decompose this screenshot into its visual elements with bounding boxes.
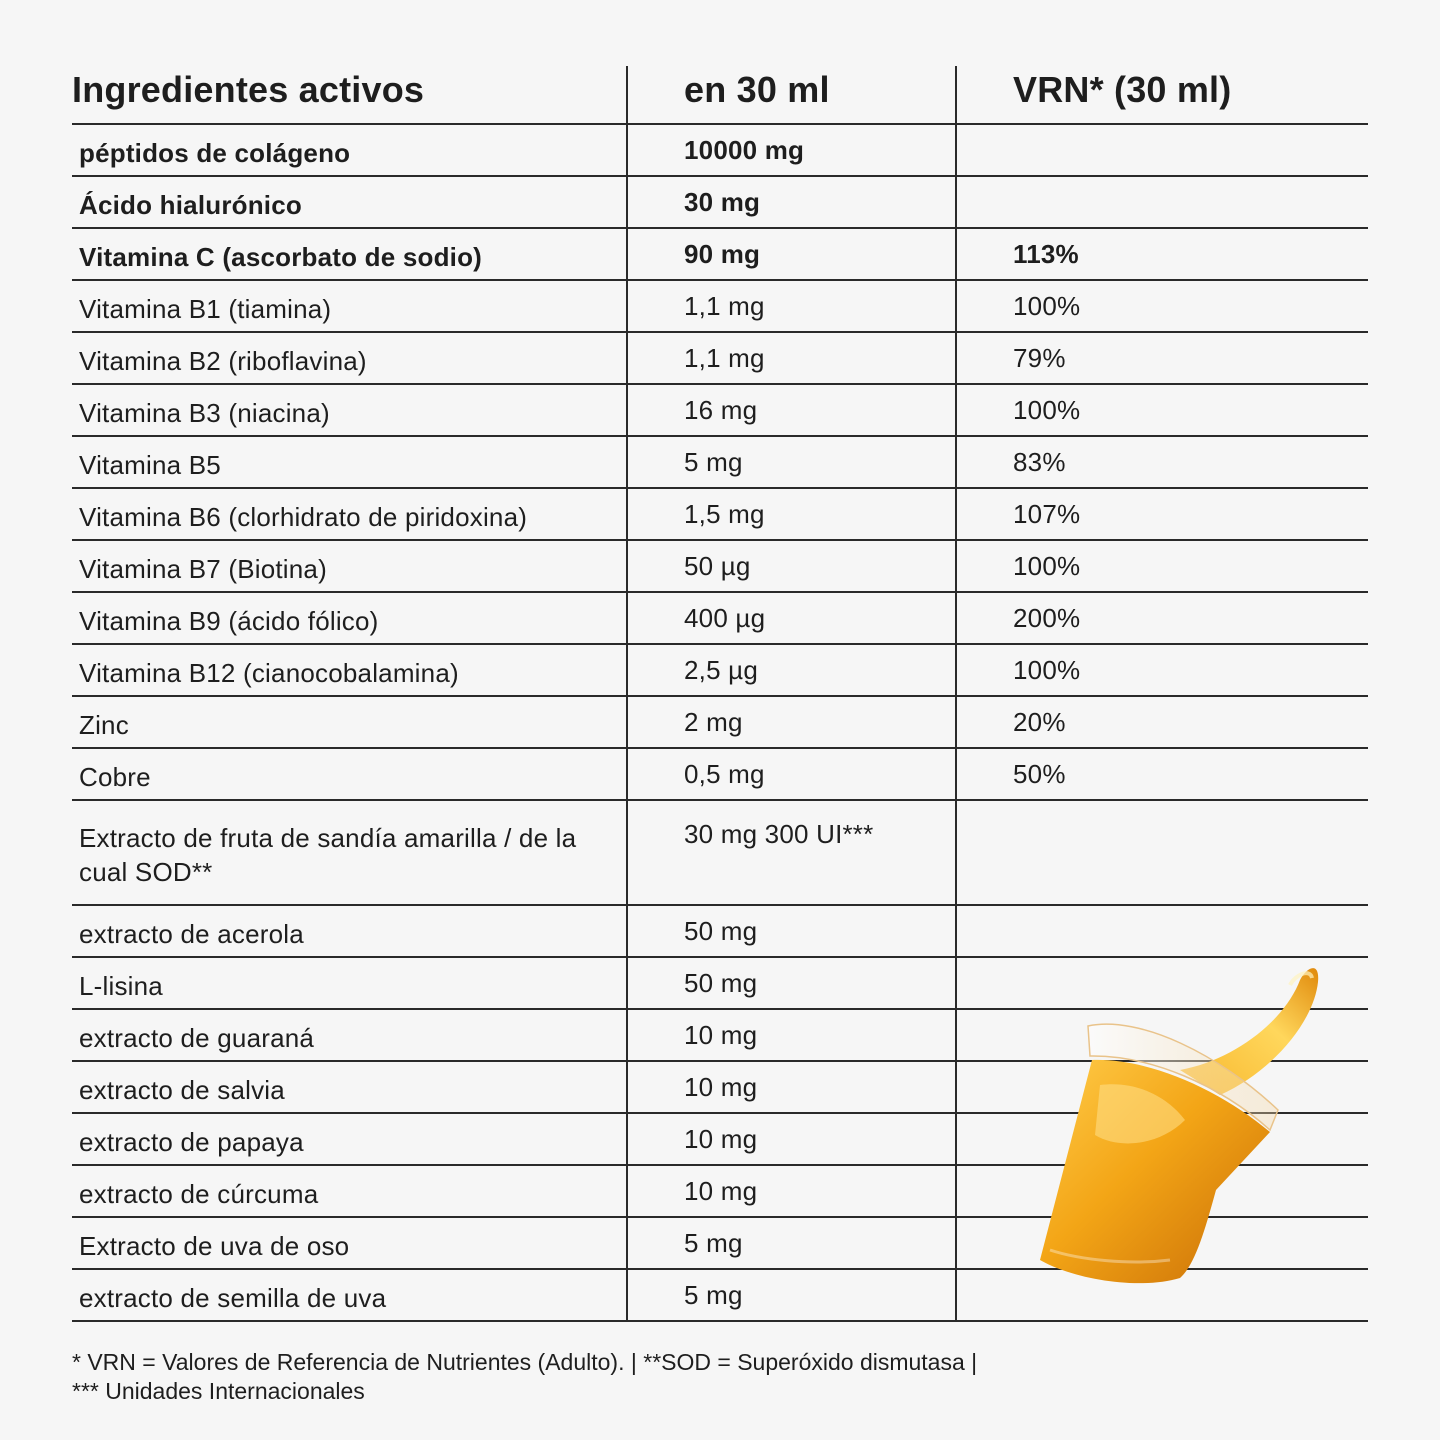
amount-cell: 10 mg: [626, 1114, 955, 1164]
table-row: [72, 801, 1368, 906]
vrn-cell: [955, 906, 1368, 956]
amount-cell: 16 mg: [626, 385, 955, 435]
table-row: [72, 697, 1368, 749]
amount-cell: 10000 mg: [626, 125, 955, 175]
vrn-cell: 100%: [955, 385, 1368, 435]
vrn-cell: 113%: [955, 229, 1368, 279]
amount-cell: 5 mg: [626, 1218, 955, 1268]
amount-cell: 0,5 mg: [626, 749, 955, 799]
vrn-cell: 79%: [955, 333, 1368, 383]
ingredient-name-cell: extracto de semilla de uva: [79, 1283, 387, 1313]
amount-cell: 400 µg: [626, 593, 955, 643]
header-amount: en 30 ml: [626, 66, 955, 123]
ingredient-name-cell: Extracto de fruta de sandía amarilla / de la cual SOD**: [79, 823, 577, 887]
table-row: [72, 645, 1368, 697]
amount-cell: 50 mg: [626, 958, 955, 1008]
amount-cell: 2,5 µg: [626, 645, 955, 695]
ingredient-name-cell: Vitamina C (ascorbato de sodio): [79, 242, 483, 272]
amount-cell: 2 mg: [626, 697, 955, 747]
ingredient-name-cell: Vitamina B5: [79, 450, 221, 480]
footnote-line-2: *** Unidades Internacionales: [72, 1378, 365, 1404]
vrn-cell: [955, 125, 1368, 175]
vrn-cell: 100%: [955, 645, 1368, 695]
amount-cell: 5 mg: [626, 1270, 955, 1320]
table-row: [72, 385, 1368, 437]
table-row: [72, 593, 1368, 645]
table-row: [72, 489, 1368, 541]
footnote: [72, 1348, 1368, 1406]
ingredient-name-cell: L-lisina: [79, 971, 163, 1001]
amount-cell: 1,1 mg: [626, 281, 955, 331]
amount-cell: 50 µg: [626, 541, 955, 591]
amount-cell: 10 mg: [626, 1010, 955, 1060]
amount-cell: 90 mg: [626, 229, 955, 279]
amount-cell: 1,1 mg: [626, 333, 955, 383]
table-row: [72, 229, 1368, 281]
ingredient-name-cell: Vitamina B3 (niacina): [79, 398, 330, 428]
ingredient-name-cell: extracto de guaraná: [79, 1023, 315, 1053]
ingredient-name-cell: Vitamina B7 (Biotina): [79, 554, 327, 584]
table-row: [72, 281, 1368, 333]
vrn-cell: 200%: [955, 593, 1368, 643]
vrn-cell: [955, 801, 1368, 904]
ingredient-name-cell: Cobre: [79, 762, 151, 792]
amount-cell: 10 mg: [626, 1062, 955, 1112]
table-row: [72, 749, 1368, 801]
header-vrn: VRN* (30 ml): [955, 66, 1368, 123]
vrn-cell: 107%: [955, 489, 1368, 539]
footnote-line-1: * VRN = Valores de Referencia de Nutrientes (Adulto). | **SOD = Superóxido dismutasa |: [72, 1349, 978, 1375]
ingredient-name-cell: extracto de acerola: [79, 919, 304, 949]
ingredient-name-cell: Extracto de uva de oso: [79, 1231, 350, 1261]
vrn-cell: 100%: [955, 541, 1368, 591]
ingredient-name-cell: extracto de cúrcuma: [79, 1179, 319, 1209]
amount-cell: 10 mg: [626, 1166, 955, 1216]
table-row: [72, 177, 1368, 229]
ingredient-name-cell: Vitamina B1 (tiamina): [79, 294, 332, 324]
table-header-row: [72, 66, 1368, 125]
vrn-cell: 83%: [955, 437, 1368, 487]
ingredient-name-cell: péptidos de colágeno: [79, 138, 351, 168]
header-ingredients: Ingredientes activos: [72, 69, 425, 110]
amount-cell: 1,5 mg: [626, 489, 955, 539]
vrn-cell: 20%: [955, 697, 1368, 747]
table-row: [72, 541, 1368, 593]
liquid-shot-cup-image: [1020, 960, 1330, 1290]
vrn-cell: 50%: [955, 749, 1368, 799]
table-row: [72, 125, 1368, 177]
ingredient-name-cell: extracto de papaya: [79, 1127, 304, 1157]
ingredient-name-cell: Vitamina B12 (cianocobalamina): [79, 658, 459, 688]
ingredient-name-cell: Ácido hialurónico: [79, 190, 302, 220]
ingredient-name-cell: Vitamina B2 (riboflavina): [79, 346, 367, 376]
ingredient-name-cell: Zinc: [79, 710, 129, 740]
ingredient-name-cell: Vitamina B9 (ácido fólico): [79, 606, 379, 636]
ingredient-name-cell: Vitamina B6 (clorhidrato de piridoxina): [79, 502, 528, 532]
amount-cell: 30 mg: [626, 177, 955, 227]
ingredient-name-cell: extracto de salvia: [79, 1075, 285, 1105]
amount-cell: 50 mg: [626, 906, 955, 956]
table-row: [72, 333, 1368, 385]
amount-cell: 30 mg 300 UI***: [626, 801, 955, 904]
vrn-cell: 100%: [955, 281, 1368, 331]
table-row: [72, 437, 1368, 489]
table-row: [72, 906, 1368, 958]
amount-cell: 5 mg: [626, 437, 955, 487]
vrn-cell: [955, 177, 1368, 227]
